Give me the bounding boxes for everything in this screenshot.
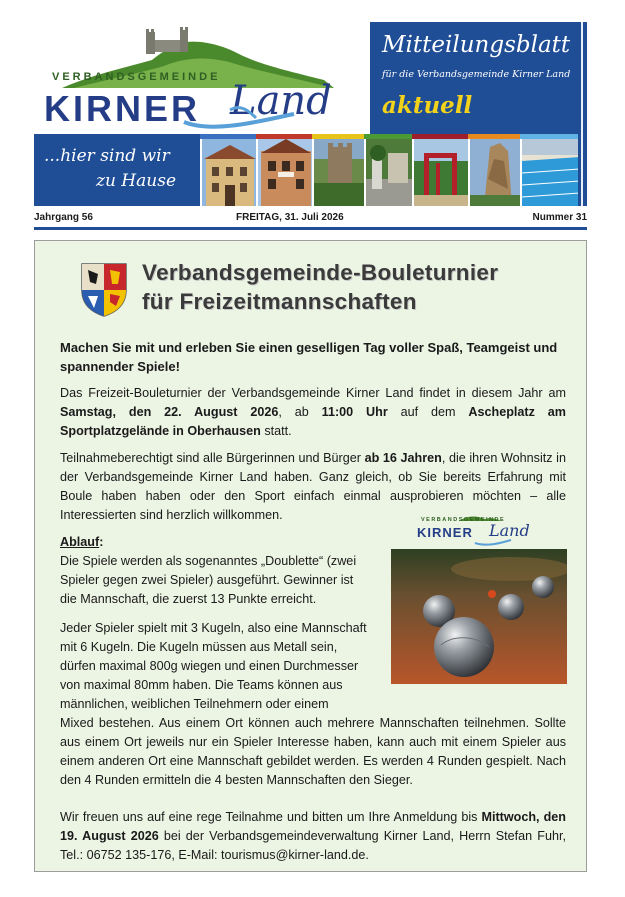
p1-text-d: statt. bbox=[260, 424, 292, 438]
heading-line2: für Freizeitmannschaften bbox=[142, 289, 417, 314]
issue-bar bbox=[34, 212, 587, 226]
boule-photo bbox=[391, 549, 567, 684]
photo-house bbox=[200, 139, 256, 206]
section-ablauf bbox=[60, 533, 390, 609]
issue-volume: Jahrgang 56 bbox=[34, 212, 93, 223]
article-heading bbox=[142, 258, 498, 316]
paragraph-event-details bbox=[60, 384, 566, 441]
issue-rule bbox=[34, 227, 587, 230]
event-date: Samstag, den 22. August 2026 bbox=[60, 405, 279, 419]
p1-text-b: , ab bbox=[278, 405, 322, 419]
photo-pool bbox=[520, 139, 578, 206]
photo-castle-tower bbox=[312, 139, 364, 206]
photo-building bbox=[256, 139, 312, 206]
p5-text-b: bei der Verbandsgemeindeverwaltung Kirner Land, Herrn Stefan Fuhr, Tel.: 06752 135-176, E-Mail: tourismus@kirner-land.de. bbox=[60, 829, 566, 862]
registration-deadline: Mittwoch, den 19. August 2026 bbox=[60, 810, 566, 843]
logo-kirner: KIRNER bbox=[44, 88, 201, 129]
title-panel bbox=[370, 22, 578, 134]
small-logo-vg-label: VERBANDSGEMEINDE bbox=[421, 517, 506, 523]
rules-line: männlichen, weiblichen Teilnehmern oder einem bbox=[60, 697, 329, 711]
small-logo-land: Land bbox=[489, 521, 530, 540]
river-swoosh-icon bbox=[34, 22, 370, 134]
logo-land: Land bbox=[230, 78, 332, 124]
masthead-top bbox=[34, 22, 587, 134]
kirner-land-small-logo bbox=[415, 513, 537, 547]
ablauf-line: Die Spiele werden als sogenanntes „Doublette“ (zwei bbox=[60, 554, 357, 568]
rules-line: mit 6 Kugeln. Die Kugeln müssen aus Metall sein, bbox=[60, 640, 338, 654]
photo-rock-tower bbox=[468, 139, 520, 206]
p5-text-a: Wir freuen uns auf eine rege Teilnahme und bitten um Ihre Anmeldung bis bbox=[60, 810, 482, 824]
ablauf-heading: Ablauf bbox=[60, 535, 100, 549]
p1-text-a: Das Freizeit-Bouleturnier der Verbandsgemeinde Kirner Land findet in diesem Jahr am bbox=[60, 386, 566, 400]
right-stripe bbox=[578, 22, 587, 206]
publication-subtitle: für die Verbandsgemeinde Kirner Land bbox=[382, 69, 571, 80]
aktuell-label: aktuell bbox=[382, 92, 473, 119]
issue-date: FREITAG, 31. Juli 2026 bbox=[236, 212, 344, 223]
rules-line: von maximal 80mm haben. Die Teams können aus bbox=[60, 678, 343, 692]
paragraph-registration bbox=[60, 808, 566, 865]
kirner-land-logo bbox=[34, 22, 370, 134]
p1-text-c: auf dem bbox=[387, 405, 469, 419]
ablauf-line: Spieler gegen zwei Spieler) ausgeführt. Gewinner ist bbox=[60, 573, 354, 587]
rules-line: dürfen maximal 800g wiegen und einen Durchmesser bbox=[60, 659, 359, 673]
paragraph-rules-wide: Mixed bestehen. Aus einem Ort können auch mehrere Mannschaften teilnehmen. Sollte aus einem Ort jeweils nur ein Spieler Interesse haben, kann auch mit einem Spieler aus einem anderen Ort eine Mannschaft gebildet werden. Es werden 4 Runden gespielt. Nach den 4 Runden ermitteln die 4 besten Mannschaften den Sieger. bbox=[60, 716, 566, 787]
article-intro: Machen Sie mit und erleben Sie einen geselligen Tag voller Spaß, Teamgeist und spannender Spiele! bbox=[60, 340, 558, 374]
publication-title: Mitteilungsblatt bbox=[382, 32, 571, 58]
p2-text-b: , die ihren Wohnsitz in der Verbandsgemeinde Kirner Land haben. Ganz gleich, ob Sie bereits Erfahrung mit Boule haben haben oder den Sport einfach einmal ausprobieren möchten – alle Interessierten sind herzlich willkommen. bbox=[60, 451, 566, 522]
logo-vg-label: VERBANDSGEMEINDE bbox=[52, 71, 221, 83]
masthead bbox=[34, 22, 587, 206]
slogan-line1: ...hier sind wir bbox=[44, 146, 170, 166]
slogan-line2: zu Hause bbox=[96, 171, 177, 191]
ablauf-colon: : bbox=[99, 535, 104, 549]
event-place: Ascheplatz am Sportplatzgelände in Oberhausen bbox=[60, 405, 566, 438]
coat-of-arms-icon bbox=[80, 262, 128, 317]
eligibility-age: ab 16 Jahren bbox=[364, 451, 442, 465]
p2-text-a: Teilnahmeberechtigt sind alle Bürgerinnen und Bürger bbox=[60, 451, 365, 465]
event-time: 11:00 Uhr bbox=[321, 405, 388, 419]
photo-red-sculpture bbox=[412, 139, 468, 206]
rules-line: Jeder Spieler spielt mit 3 Kugeln, also eine Mannschaft bbox=[60, 621, 367, 635]
masthead-photo-strip bbox=[34, 134, 578, 206]
small-logo-kirner: KIRNER bbox=[417, 525, 473, 540]
issue-number: Nummer 31 bbox=[532, 212, 587, 223]
photo-fountain bbox=[364, 139, 412, 206]
ablauf-line: die Mannschaft, die zuerst 13 Punkte erreicht. bbox=[60, 592, 317, 606]
paragraph-rules-narrow bbox=[60, 619, 390, 714]
heading-line1: Verbandsgemeinde-Bouleturnier bbox=[142, 260, 499, 285]
